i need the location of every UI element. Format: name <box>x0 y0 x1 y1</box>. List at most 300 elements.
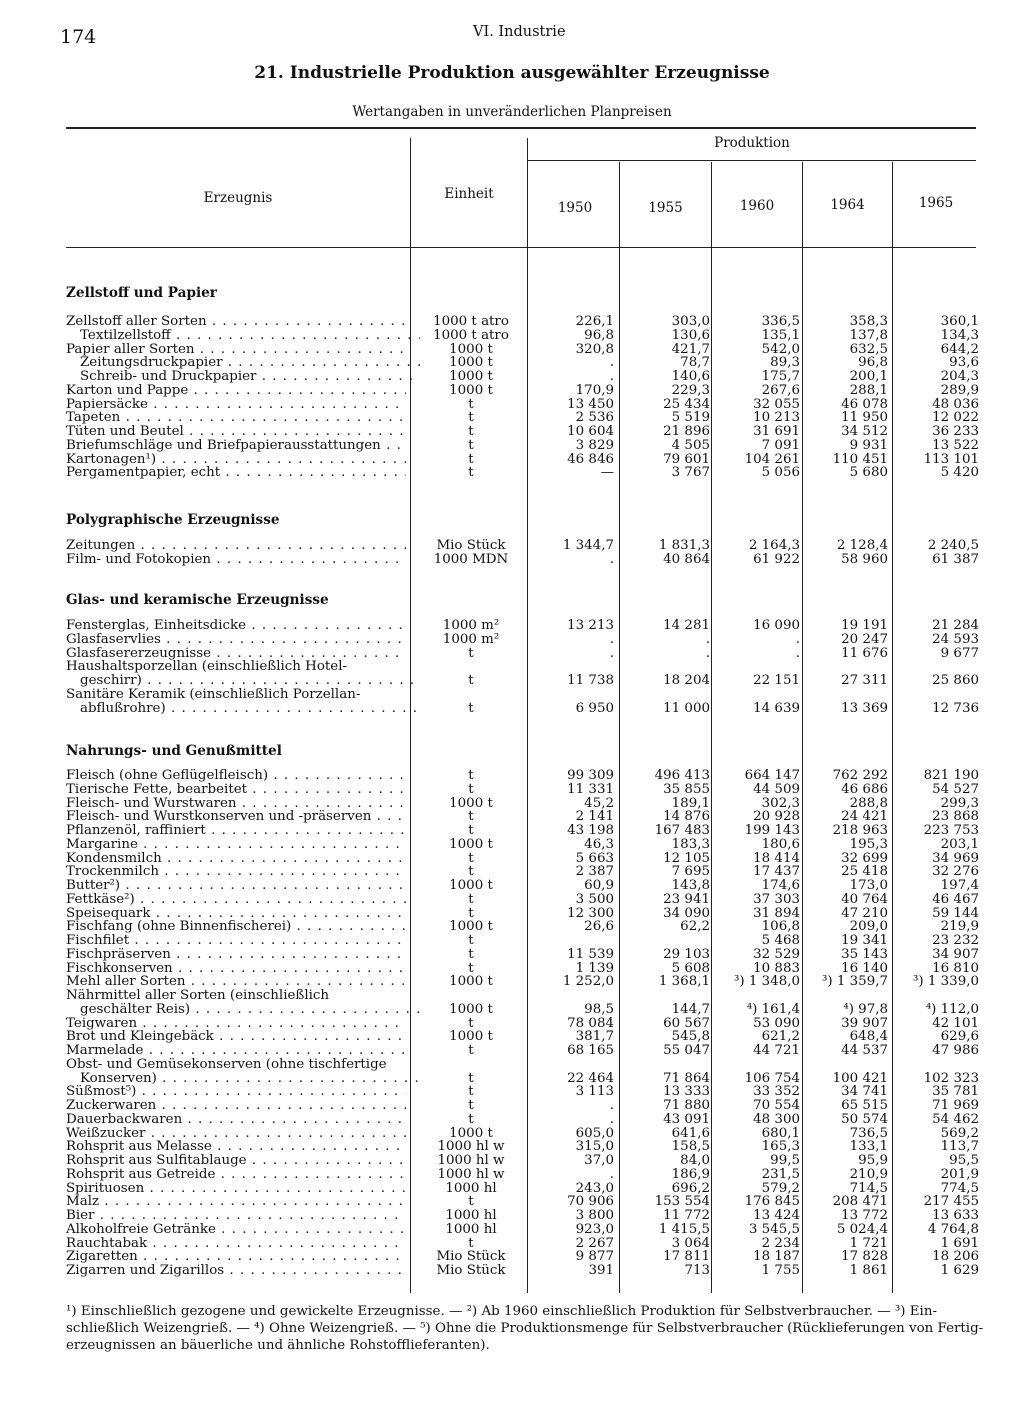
row-label: Film- und Fotokopien . . . <box>66 552 406 567</box>
row-value-1950: 96,8 <box>584 327 614 343</box>
row-value-1960: 680,1 <box>761 1125 800 1141</box>
row-value-1955: 79 601 <box>663 451 710 467</box>
row-label: Tierische Fette, bearbeitet . . . <box>66 782 406 797</box>
row-value-1965: 23 232 <box>932 933 979 948</box>
row-value-1964: 95,9 <box>858 1153 888 1168</box>
row-value-1965: 774,5 <box>940 1180 979 1196</box>
row-value-1964: 34 741 <box>841 1084 888 1100</box>
table-row <box>0 673 1024 688</box>
row-value-1950: 11 738 <box>567 673 614 688</box>
row-value-1964: 40 764 <box>841 891 888 907</box>
row-value-1950: 68 165 <box>567 1043 614 1058</box>
row-unit: t <box>468 1043 474 1058</box>
table-row <box>0 701 1024 716</box>
table-row <box>0 823 1024 838</box>
row-label: Margarine . . . <box>66 837 406 852</box>
table-row <box>0 410 1024 425</box>
row-value-1955: 143,8 <box>671 878 710 893</box>
row-value-1960: 5 056 <box>761 465 800 481</box>
row-unit: 1000 t <box>449 1125 493 1141</box>
row-label: Nährmittel aller Sorten (einschließlich <box>66 988 330 1003</box>
row-label: Rohsprit aus Melasse . . . <box>66 1139 406 1154</box>
table-row <box>0 933 1024 948</box>
row-label: Tapeten . . . <box>66 410 406 425</box>
row-value-1965: ⁴) 112,0 <box>925 1001 979 1017</box>
row-value-1960: 44 509 <box>753 781 800 797</box>
table-row <box>0 878 1024 893</box>
row-label: Karton und Pappe . . . <box>66 383 406 398</box>
row-value-1965: 203,1 <box>940 836 979 852</box>
table-row <box>0 1236 1024 1251</box>
row-value-1965: 95,5 <box>949 1153 979 1168</box>
row-label: Süßmost⁵) . . . <box>66 1084 406 1099</box>
row-value-1964: 133,1 <box>849 1139 888 1155</box>
row-label: Pflanzenöl, raffiniert . . . <box>66 823 406 838</box>
row-value-1950: 45,2 <box>584 795 614 811</box>
row-value-1950: 3 829 <box>575 437 614 453</box>
row-value-1964: 13 772 <box>841 1208 888 1223</box>
table-subtitle: Wertangaben in unveränderlichen Planpreisen <box>352 104 672 120</box>
row-value-1950: . <box>609 369 614 384</box>
table-row <box>0 1249 1024 1264</box>
row-value-1950: 3 800 <box>575 1208 614 1223</box>
row-unit: t <box>468 960 474 976</box>
row-label: Fischfilet . . . <box>66 933 406 948</box>
row-value-1965: 35 781 <box>932 1084 979 1100</box>
table-row <box>0 809 1024 824</box>
row-value-1950: 2 267 <box>575 1235 614 1251</box>
row-value-1964: 34 512 <box>841 424 888 439</box>
section-heading: Polygraphische Erzeugnisse <box>66 512 280 528</box>
row-value-1950: 3 113 <box>575 1084 614 1100</box>
row-label: Rohsprit aus Getreide . . . <box>66 1167 406 1182</box>
row-value-1950: 13 450 <box>567 396 614 412</box>
row-value-1960: 3 545,5 <box>748 1221 800 1237</box>
row-unit: 1000 t <box>449 369 493 384</box>
row-value-1965: 2 240,5 <box>927 538 979 553</box>
row-value-1964: 39 907 <box>841 1015 888 1031</box>
row-label: Malz . . . <box>66 1194 406 1209</box>
row-value-1965: 21 284 <box>932 618 979 633</box>
row-value-1955: 545,8 <box>671 1029 710 1045</box>
row-unit: t <box>468 781 474 797</box>
row-value-1965: 113 101 <box>923 451 979 467</box>
table-row <box>0 837 1024 852</box>
table-row <box>0 1167 1024 1182</box>
table-row <box>0 659 1024 674</box>
row-value-1965: 4 764,8 <box>927 1221 979 1237</box>
row-value-1965: 25 860 <box>932 673 979 688</box>
row-value-1964: 173,0 <box>849 878 888 893</box>
row-label: Fettkäse²) . . . <box>66 892 406 907</box>
row-unit: 1000 t <box>449 355 493 371</box>
row-value-1955: 11 000 <box>663 700 710 716</box>
row-label: Haushaltsporzellan (einschließlich Hotel- <box>66 659 348 675</box>
row-value-1964: 1 721 <box>849 1235 888 1251</box>
table-row <box>0 782 1024 797</box>
row-label: Fischkonserven . . . <box>66 961 406 976</box>
table-row <box>0 851 1024 866</box>
row-label: Rauchtabak . . . <box>66 1236 406 1251</box>
row-value-1964: 200,1 <box>849 369 888 384</box>
row-value-1960: 267,6 <box>761 382 800 398</box>
row-value-1960: 106,8 <box>761 919 800 935</box>
row-value-1965: 54 462 <box>932 1111 979 1127</box>
row-value-1955: 11 772 <box>663 1208 710 1223</box>
table-row <box>0 452 1024 467</box>
row-value-1950: 2 141 <box>575 809 614 825</box>
table-row <box>0 864 1024 879</box>
row-unit: t <box>468 905 474 921</box>
row-value-1950: 46,3 <box>584 836 614 852</box>
row-value-1950: 26,6 <box>584 919 614 935</box>
table-row <box>0 1139 1024 1154</box>
row-value-1964: 208 471 <box>832 1194 888 1210</box>
row-value-1955: 62,2 <box>680 919 710 935</box>
row-value-1950: 60,9 <box>584 878 614 893</box>
row-value-1960: 44 721 <box>753 1043 800 1058</box>
row-value-1964: 209,0 <box>849 919 888 935</box>
row-value-1960: 18 414 <box>753 850 800 866</box>
row-value-1955: 14 876 <box>663 809 710 825</box>
row-value-1964: 714,5 <box>849 1180 888 1196</box>
row-label: Kondensmilch . . . <box>66 851 406 866</box>
row-value-1955: 1 368,1 <box>658 974 710 990</box>
row-value-1960: 664 147 <box>744 768 800 783</box>
row-label: Fleisch (ohne Geflügelfleisch) . . . <box>66 768 406 783</box>
table-title: 21. Industrielle Produktion ausgewählter Erzeugnisse <box>254 63 770 83</box>
row-value-1960: 37 303 <box>753 891 800 907</box>
row-value-1964: 32 699 <box>841 850 888 866</box>
table-row <box>0 687 1024 702</box>
table-row <box>0 1043 1024 1058</box>
row-unit: t <box>468 1235 474 1251</box>
row-unit: 1000 t <box>449 795 493 811</box>
row-value-1955: 23 941 <box>663 891 710 907</box>
row-value-1955: 1 415,5 <box>658 1221 710 1237</box>
row-value-1960: 61 922 <box>753 551 800 567</box>
row-value-1955: 71 880 <box>663 1098 710 1113</box>
row-unit: Mio Stück <box>436 1249 506 1265</box>
row-value-1955: 3 064 <box>671 1235 710 1251</box>
row-value-1955: 43 091 <box>663 1111 710 1127</box>
row-value-1950: . <box>609 1098 614 1113</box>
row-value-1950: 1 344,7 <box>562 538 614 553</box>
row-value-1960: 70 554 <box>753 1098 800 1113</box>
row-value-1960: 165,3 <box>761 1139 800 1155</box>
row-unit: t <box>468 864 474 880</box>
row-unit: 1000 MDN <box>433 551 509 567</box>
row-label: abflußrohre) . . . <box>80 701 420 716</box>
row-unit: t <box>468 424 474 439</box>
chapter-heading: VI. Industrie <box>473 24 566 40</box>
row-value-1964: 35 143 <box>841 946 888 962</box>
row-value-1960: 22 151 <box>753 673 800 688</box>
row-label: Konserven) . . . <box>80 1071 420 1086</box>
row-value-1965: 629,6 <box>940 1029 979 1045</box>
row-value-1960: 542,0 <box>761 341 800 357</box>
row-unit: 1000 hl w <box>437 1153 505 1168</box>
table-row <box>0 1263 1024 1278</box>
table-row <box>0 1194 1024 1209</box>
row-value-1950: 320,8 <box>575 341 614 357</box>
row-value-1960: 18 187 <box>753 1249 800 1265</box>
table-row <box>0 369 1024 384</box>
row-unit: t <box>468 1111 474 1127</box>
table-row <box>0 1029 1024 1044</box>
row-value-1964: 648,4 <box>849 1029 888 1045</box>
row-value-1950: 2 387 <box>575 864 614 880</box>
row-label: Textilzellstoff . . . <box>80 328 420 343</box>
row-value-1955: . <box>705 631 710 647</box>
row-value-1965: 34 969 <box>932 850 979 866</box>
row-value-1950: 9 877 <box>575 1249 614 1265</box>
table-row <box>0 424 1024 439</box>
row-value-1965: 197,4 <box>940 878 979 893</box>
row-value-1950: 11 331 <box>567 781 614 797</box>
row-value-1964: 632,5 <box>849 341 888 357</box>
row-value-1965: 61 387 <box>932 551 979 567</box>
row-value-1964: ⁴) 97,8 <box>843 1001 888 1017</box>
row-value-1965: 13 633 <box>932 1208 979 1223</box>
table-row <box>0 328 1024 343</box>
row-unit: t <box>468 1015 474 1031</box>
row-value-1960: 180,6 <box>761 836 800 852</box>
row-value-1950: 70 906 <box>567 1194 614 1210</box>
row-value-1965: 46 467 <box>932 891 979 907</box>
row-label: Papiersäcke . . . <box>66 397 406 412</box>
row-value-1950: 1 139 <box>575 960 614 976</box>
row-value-1955: 78,7 <box>680 355 710 371</box>
row-label: Weißzucker . . . <box>66 1126 406 1141</box>
row-value-1965: 223 753 <box>923 823 979 838</box>
row-value-1965: 360,1 <box>940 314 979 329</box>
row-label: Pergamentpapier, echt . . . <box>66 465 406 480</box>
row-unit: t <box>468 823 474 838</box>
row-value-1965: 23 868 <box>932 809 979 825</box>
row-value-1950: 12 300 <box>567 905 614 921</box>
section-heading: Zellstoff und Papier <box>66 285 217 301</box>
row-value-1955: 7 695 <box>671 864 710 880</box>
table-row <box>0 906 1024 921</box>
row-value-1964: 50 574 <box>841 1111 888 1127</box>
row-label: Papier aller Sorten . . . <box>66 342 406 357</box>
row-value-1955: 25 434 <box>663 396 710 412</box>
row-value-1950: 923,0 <box>575 1221 614 1237</box>
row-value-1950: 3 500 <box>575 891 614 907</box>
row-unit: t <box>468 396 474 412</box>
row-value-1950: 170,9 <box>575 382 614 398</box>
row-value-1955: 153 554 <box>654 1194 710 1210</box>
row-label: Fischfang (ohne Binnenfischerei) . . . <box>66 919 406 934</box>
table-row <box>0 552 1024 567</box>
header-year: 1965 <box>918 195 954 211</box>
row-unit: 1000 hl w <box>437 1166 505 1182</box>
table-row <box>0 796 1024 811</box>
row-unit: t <box>468 465 474 481</box>
row-label: Sanitäre Keramik (einschließlich Porzellan- <box>66 686 361 702</box>
table-row <box>0 438 1024 453</box>
row-value-1964: 19 191 <box>841 618 888 633</box>
row-value-1964: 17 828 <box>841 1249 888 1265</box>
row-value-1950: 243,0 <box>575 1180 614 1196</box>
row-value-1955: 84,0 <box>680 1153 710 1168</box>
row-value-1964: 13 369 <box>841 700 888 716</box>
row-value-1955: 158,5 <box>671 1139 710 1155</box>
row-value-1960: 32 529 <box>753 946 800 962</box>
row-unit: 1000 t <box>449 382 493 398</box>
row-unit: 1000 m² <box>442 618 500 633</box>
row-label: Zeitungsdruckpapier . . . <box>80 355 420 370</box>
row-value-1965: 12 736 <box>932 700 979 716</box>
table-row <box>0 768 1024 783</box>
row-value-1964: 11 676 <box>841 645 888 661</box>
row-value-1964: 5 680 <box>849 465 888 481</box>
row-value-1964: 137,8 <box>849 327 888 343</box>
section-heading: Nahrungs- und Genußmittel <box>66 743 282 759</box>
row-unit: 1000 t <box>449 878 493 893</box>
row-value-1955: 144,7 <box>671 1001 710 1017</box>
row-label: Obst- und Gemüsekonserven (ohne tischfertige <box>66 1056 387 1072</box>
footnote-line: schließlich Weizengrieß. — ⁴) Ohne Weizengrieß. — ⁵) Ohne die Produktionsmenge für Selbstverbraucher (Rücklieferungen von Fertig- <box>66 1321 984 1336</box>
row-value-1960: 104 261 <box>744 451 800 467</box>
row-label: Fensterglas, Einheitsdicke . . . <box>66 618 406 633</box>
row-value-1964: 16 140 <box>841 960 888 976</box>
row-label: Dauerbackwaren . . . <box>66 1112 406 1127</box>
row-value-1950: . <box>609 355 614 371</box>
row-unit: t <box>468 673 474 688</box>
row-value-1960: 33 352 <box>753 1084 800 1100</box>
row-value-1955: 167 483 <box>654 823 710 838</box>
row-value-1950: 98,5 <box>584 1001 614 1017</box>
header-year: 1960 <box>739 198 775 214</box>
row-value-1950: 315,0 <box>575 1139 614 1155</box>
row-label: Briefumschläge und Briefpapierausstattungen . . . <box>66 438 406 453</box>
row-value-1955: 183,3 <box>671 836 710 852</box>
row-value-1955: 229,3 <box>671 382 710 398</box>
header-year: 1955 <box>648 200 683 216</box>
row-value-1960: 199 143 <box>744 823 800 838</box>
row-value-1960: 302,3 <box>761 795 800 811</box>
row-value-1960: 2 164,3 <box>748 538 800 553</box>
row-value-1964: 27 311 <box>841 673 888 688</box>
row-unit: t <box>468 768 474 783</box>
row-unit: t <box>468 645 474 661</box>
row-value-1964: 47 210 <box>841 905 888 921</box>
table-row <box>0 538 1024 553</box>
row-unit: 1000 t atro <box>433 327 509 343</box>
row-value-1960: 48 300 <box>753 1111 800 1127</box>
row-value-1964: ³) 1 359,7 <box>822 974 888 990</box>
row-value-1964: 2 128,4 <box>836 538 888 553</box>
row-value-1950: 5 663 <box>575 850 614 866</box>
table-row <box>0 974 1024 989</box>
row-unit: 1000 hl <box>445 1180 497 1196</box>
row-value-1964: 110 451 <box>832 451 888 467</box>
row-unit: t <box>468 1084 474 1100</box>
row-value-1960: 106 754 <box>744 1070 800 1086</box>
row-value-1964: 100 421 <box>832 1070 888 1086</box>
row-value-1965: 113,7 <box>940 1139 979 1155</box>
row-value-1955: 130,6 <box>671 327 710 343</box>
table-row <box>0 1098 1024 1113</box>
row-value-1965: 12 022 <box>932 410 979 426</box>
row-value-1960: 31 894 <box>753 905 800 921</box>
row-value-1960: 17 437 <box>753 864 800 880</box>
row-value-1955: 140,6 <box>671 369 710 384</box>
row-value-1955: 17 811 <box>663 1249 710 1265</box>
row-value-1965: 13 522 <box>932 437 979 453</box>
row-value-1964: 46 686 <box>841 781 888 797</box>
row-unit: 1000 hl <box>445 1221 497 1237</box>
row-unit: Mio Stück <box>436 1263 506 1278</box>
row-value-1964: 19 341 <box>841 933 888 948</box>
row-value-1965: 204,3 <box>940 369 979 384</box>
footnote-line: erzeugnissen an bäuerliche und ähnliche Rohstofflieferanten). <box>66 1338 490 1353</box>
row-value-1960: 135,1 <box>761 327 800 343</box>
table-row <box>0 1222 1024 1237</box>
row-label: Kartonagen¹) . . . <box>66 452 406 467</box>
row-value-1964: 25 418 <box>841 864 888 880</box>
table-row <box>0 355 1024 370</box>
row-value-1965: 5 420 <box>940 465 979 481</box>
row-label: Spirituosen . . . <box>66 1181 406 1196</box>
table-row <box>0 1153 1024 1168</box>
row-label: Butter²) . . . <box>66 878 406 893</box>
row-value-1960: 2 234 <box>761 1235 800 1251</box>
row-value-1955: 4 505 <box>671 437 710 453</box>
row-value-1960: 13 424 <box>753 1208 800 1223</box>
row-value-1965: 18 206 <box>932 1249 979 1265</box>
row-value-1964: 195,3 <box>849 836 888 852</box>
row-value-1955: 696,2 <box>671 1180 710 1196</box>
row-unit: t <box>468 933 474 948</box>
row-label: Marmelade . . . <box>66 1043 406 1058</box>
row-value-1965: 217 455 <box>923 1194 979 1210</box>
row-value-1964: 44 537 <box>841 1043 888 1058</box>
row-value-1964: 210,9 <box>849 1166 888 1182</box>
row-value-1960: ³) 1 348,0 <box>734 974 800 990</box>
row-value-1950: . <box>609 645 614 661</box>
row-value-1964: 65 515 <box>841 1098 888 1113</box>
row-value-1960: 231,5 <box>761 1166 800 1182</box>
row-value-1950: 381,7 <box>575 1029 614 1045</box>
table-row <box>0 646 1024 661</box>
row-value-1965: 48 036 <box>932 396 979 412</box>
row-value-1960: 31 691 <box>753 424 800 439</box>
row-value-1955: 3 767 <box>671 465 710 481</box>
row-value-1960: 10 883 <box>753 960 800 976</box>
row-value-1955: 641,6 <box>671 1125 710 1141</box>
row-value-1960: 16 090 <box>753 618 800 633</box>
row-value-1965: 299,3 <box>940 795 979 811</box>
row-value-1955: 35 855 <box>663 781 710 797</box>
row-value-1960: 336,5 <box>761 314 800 329</box>
footnote-line: ¹) Einschließlich gezogene und gewickelte Erzeugnisse. — ²) Ab 1960 einschließlich Produktion für Selbstverbraucher. — ³) Ein- <box>66 1304 937 1319</box>
row-value-1955: 18 204 <box>663 673 710 688</box>
row-label: Glasfaservlies . . . <box>66 632 406 647</box>
row-value-1950: . <box>609 1111 614 1127</box>
row-value-1950: 37,0 <box>584 1153 614 1168</box>
row-value-1955: 1 831,3 <box>658 538 710 553</box>
table-row <box>0 314 1024 329</box>
table-row <box>0 383 1024 398</box>
row-unit: t <box>468 809 474 825</box>
row-value-1960: 10 213 <box>753 410 800 426</box>
row-label: Trockenmilch . . . <box>66 864 406 879</box>
row-label: Zigarren und Zigarillos . . . <box>66 1263 406 1278</box>
row-value-1960: . <box>795 631 800 647</box>
